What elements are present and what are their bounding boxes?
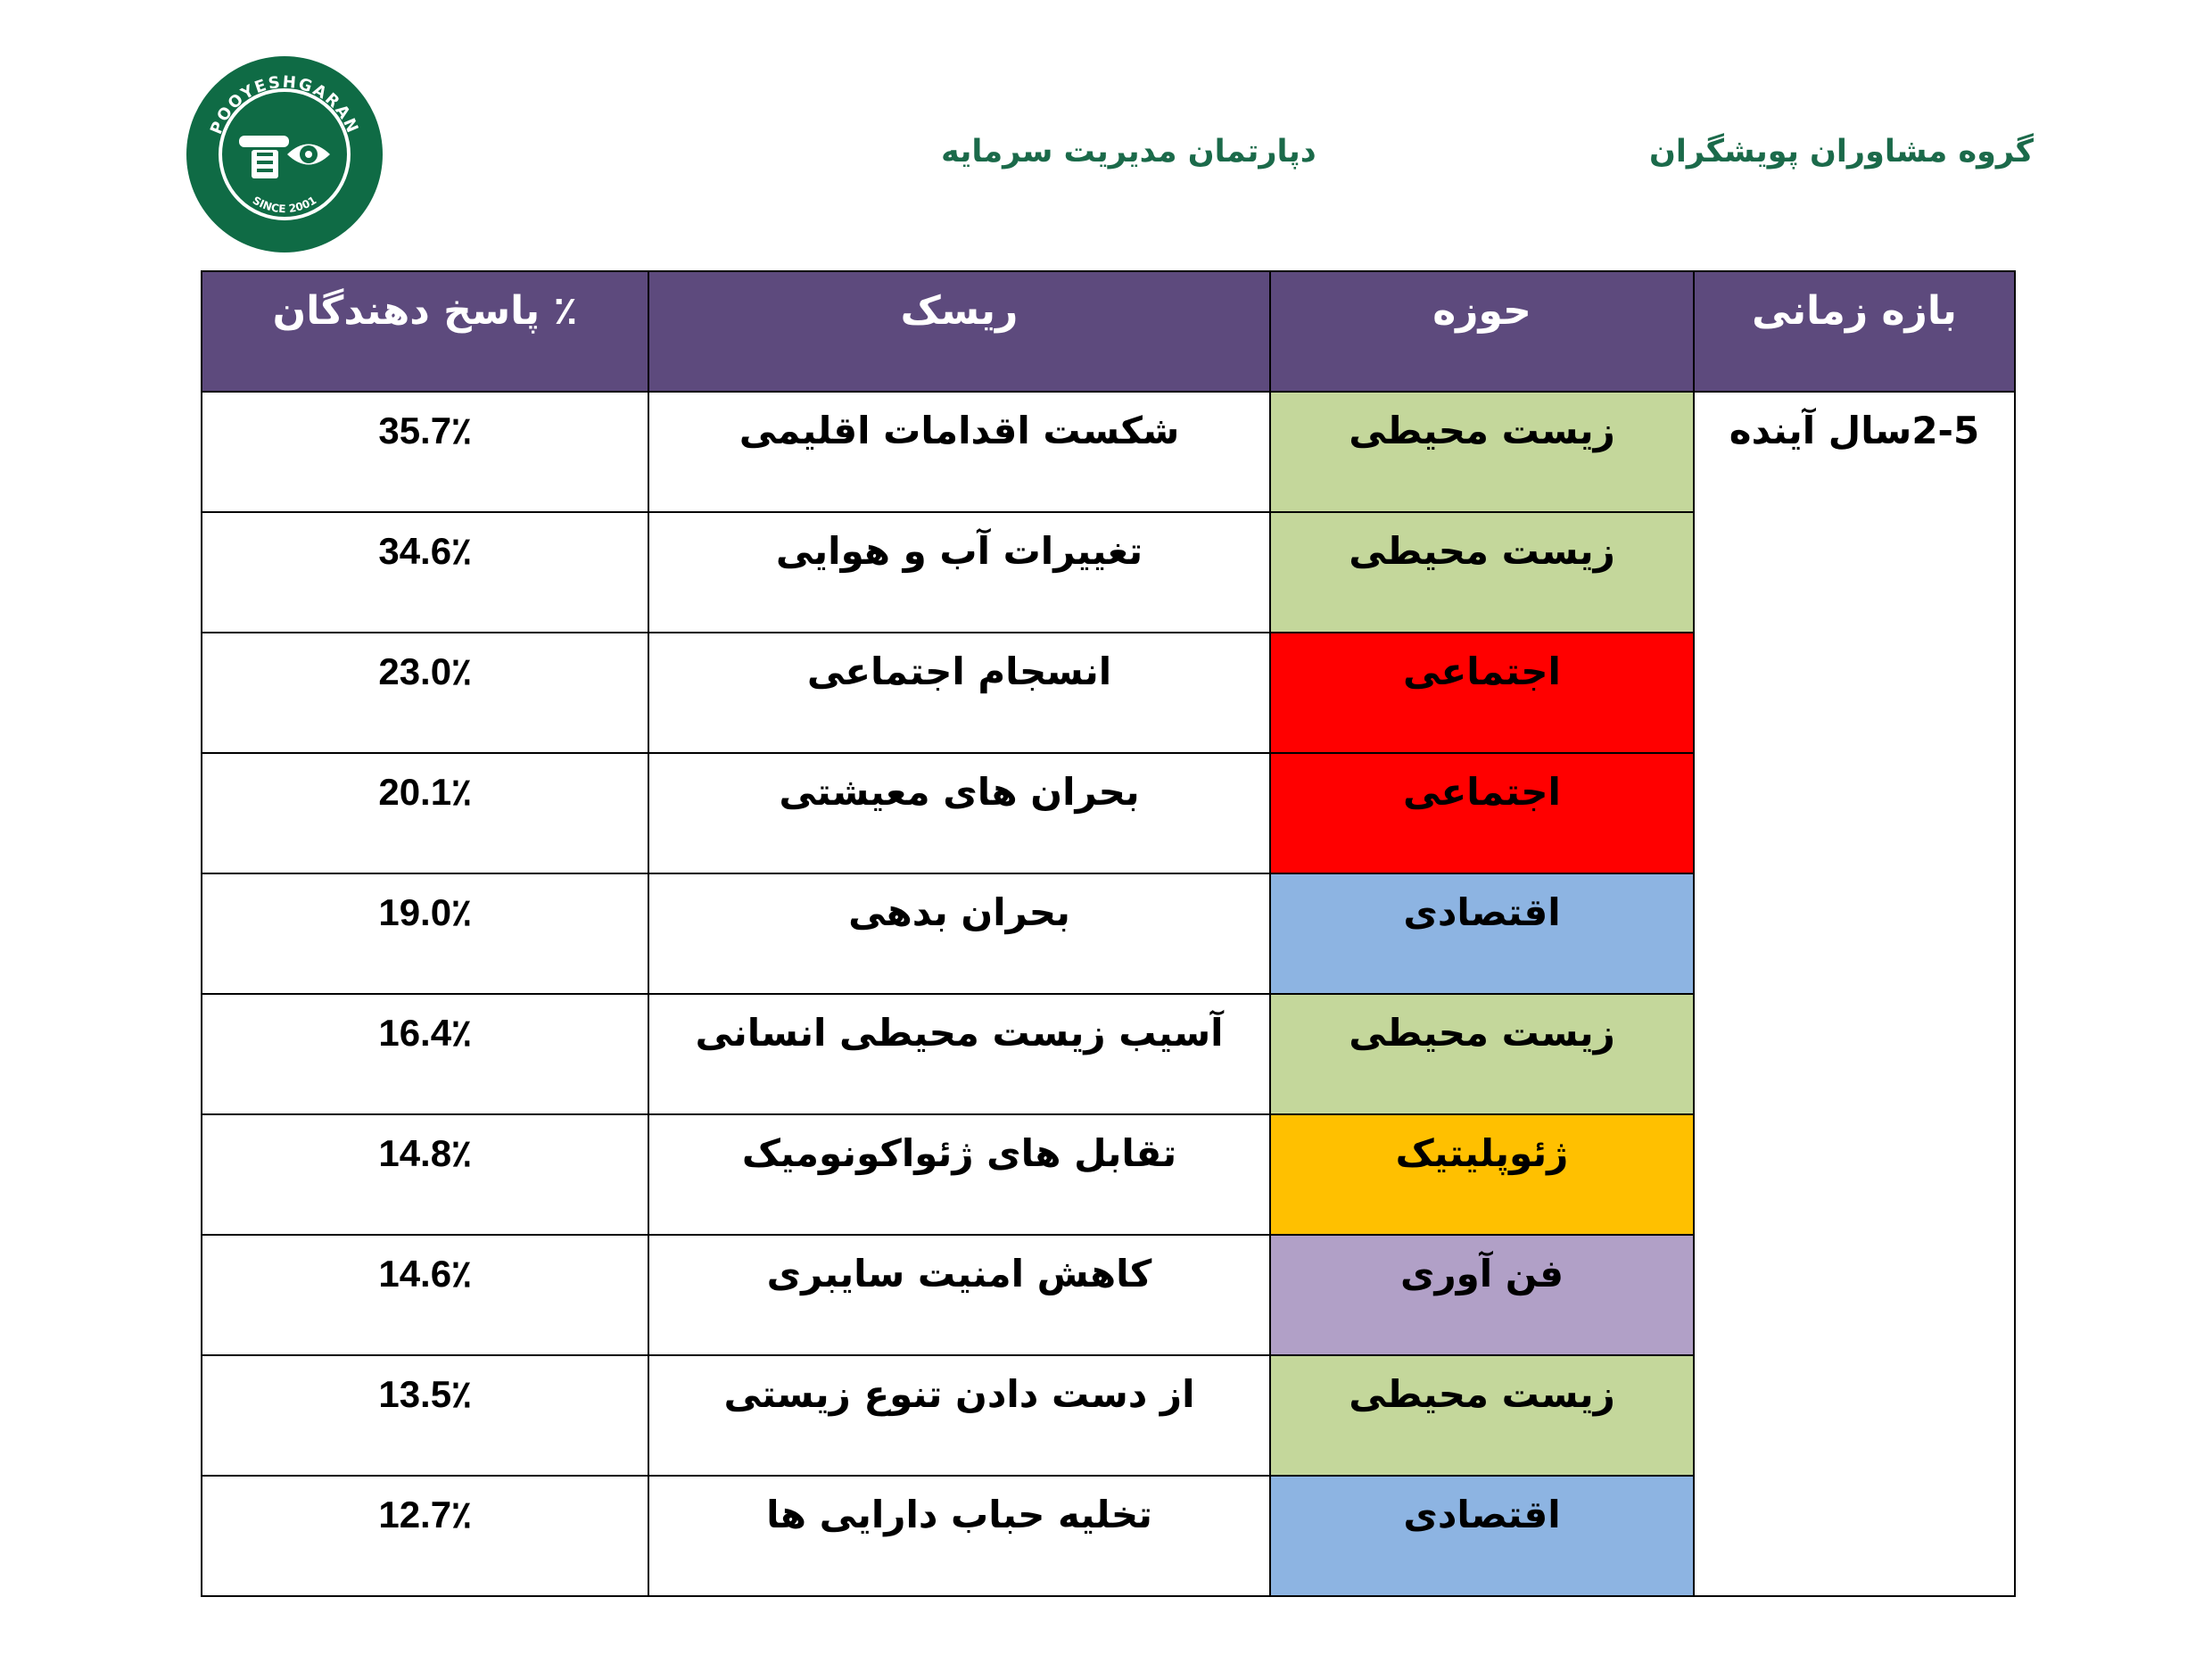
percent-cell: 35.7٪ <box>202 392 648 512</box>
domain-cell: اقتصادی <box>1270 1476 1694 1596</box>
domain-cell: اجتماعی <box>1270 753 1694 873</box>
risk-cell: کاهش امنیت سایبری <box>648 1235 1270 1355</box>
risk-cell: تقابل های ژئواکونومیک <box>648 1114 1270 1235</box>
svg-text:SINCE 2001: SINCE 2001 <box>250 194 319 216</box>
risk-cell: بحران های معیشتی <box>648 753 1270 873</box>
header-percent: ٪ پاسخ دهندگان <box>202 271 648 392</box>
risk-cell: از دست دادن تنوع زیستی <box>648 1355 1270 1476</box>
percent-cell: 14.6٪ <box>202 1235 648 1355</box>
table-row <box>202 392 2015 512</box>
domain-cell: زیست محیطی <box>1270 512 1694 633</box>
header-domain: حوزه <box>1270 271 1694 392</box>
percent-cell: 12.7٪ <box>202 1476 648 1596</box>
risk-cell: بحران بدهی <box>648 873 1270 994</box>
header-period: بازه زمانی <box>1694 271 2015 392</box>
risk-cell: آسیب زیست محیطی انسانی <box>648 994 1270 1114</box>
risk-cell: تغییرات آب و هوایی <box>648 512 1270 633</box>
header-risk: ریسک <box>648 271 1270 392</box>
organization-name: گروه مشاوران پویشگران <box>1649 134 2034 170</box>
domain-cell: اجتماعی <box>1270 633 1694 753</box>
domain-cell: فن آوری <box>1270 1235 1694 1355</box>
percent-cell: 13.5٪ <box>202 1355 648 1476</box>
risk-cell: شکست اقدامات اقلیمی <box>648 392 1270 512</box>
risk-table <box>201 270 2016 1597</box>
period-cell: 2-5سال آینده <box>1694 392 2015 1596</box>
percent-cell: 14.8٪ <box>202 1114 648 1235</box>
department-name: دپارتمان مدیریت سرمایه <box>941 134 1316 170</box>
svg-text:POOYESHGARAN: POOYESHGARAN <box>206 72 363 137</box>
domain-cell: زیست محیطی <box>1270 994 1694 1114</box>
domain-cell: اقتصادی <box>1270 873 1694 994</box>
percent-cell: 34.6٪ <box>202 512 648 633</box>
percent-cell: 16.4٪ <box>202 994 648 1114</box>
percent-cell: 20.1٪ <box>202 753 648 873</box>
domain-cell: زیست محیطی <box>1270 1355 1694 1476</box>
risk-cell: تخلیه حباب دارایی ها <box>648 1476 1270 1596</box>
domain-cell: زیست محیطی <box>1270 392 1694 512</box>
table-header-row <box>202 271 2015 392</box>
risk-cell: انسجام اجتماعی <box>648 633 1270 753</box>
domain-cell: ژئوپلیتیک <box>1270 1114 1694 1235</box>
percent-cell: 23.0٪ <box>202 633 648 753</box>
percent-cell: 19.0٪ <box>202 873 648 994</box>
company-logo <box>184 54 385 255</box>
